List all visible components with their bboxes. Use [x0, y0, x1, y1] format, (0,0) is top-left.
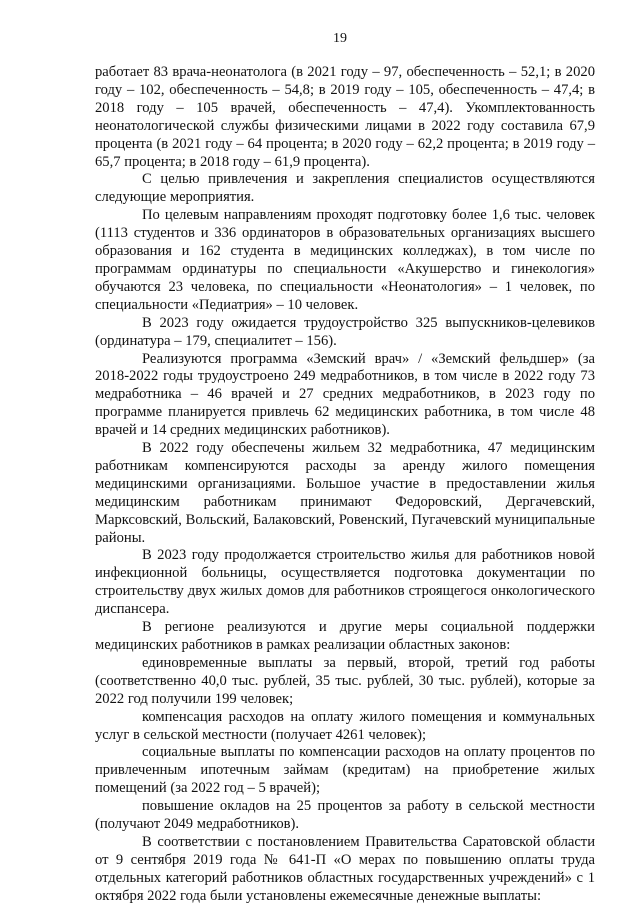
paragraph-social-support-intro: В регионе реализуются и другие меры социальной поддержки медицинских работников в рамках реализации областных законов:: [95, 619, 595, 653]
paragraph-housing-construction: В 2023 году продолжается строительство жилья для работников новой инфекционной больницы, осуществляется подготовка документации по строительству двух жилых домов для работников строящегося онкологического диспансера.: [95, 547, 595, 618]
paragraph-graduate-employment: В 2023 году ожидается трудоустройство 325 выпускников-целевиков (ординатура – 179, специалитет – 156).: [95, 314, 595, 349]
page-number: 19: [333, 31, 347, 46]
paragraph-measures-intro: С целью привлечения и закрепления специалистов осуществляются следующие мероприятия.: [95, 171, 595, 206]
paragraph-targeted-training: По целевым направлениям проходят подготовку более 1,6 тыс. человек (1113 студентов и 336 ординаторов в образовательных организациях высшего образования и 162 студента в медицинских колледжах), в том числе по программам ординатуры по специальности «Акушерство и гинекология» обучаются 23 человека, по специальности «Неонатология» – 1 человек, по специальности «Педиатрия» – 10 человек.: [95, 207, 595, 313]
list-item-mortgage-compensation: социальные выплаты по компенсации расходов на оплату процентов по привлеченным ипотечным займам (кредитам) на приобретение жилых помещений (за 2022 год – 5 врачей);: [95, 744, 595, 797]
list-item-salary-increase: повышение окладов на 25 процентов за работу в сельской местности (получают 2049 медработников).: [95, 798, 595, 833]
document-body: [95, 64, 595, 906]
paragraph-zemsky-program: Реализуются программа «Земский врач» / «Земский фельдшер» (за 2018-2022 годы трудоустроено 249 медработников, в том числе в 2022 году 73 медработника – 46 врачей и 27 средних медработников, в 2023 году по программе планируется привлечь 62 медицинских работника, в том числе 48 врачей и 14 средних медицинских работников).: [95, 350, 595, 439]
paragraph-government-resolution: В соответствии с постановлением Правительства Саратовской области от 9 сентября 2019 года № 641-П «О мерах по повышению оплаты труда отдельных категорий работников областных государственных учреждений» с 1 октября 2022 года были установлены ежемесячные денежные выплаты:: [95, 833, 595, 904]
list-item-one-time-payments: единовременные выплаты за первый, второй, третий год работы (соответственно 40,0 тыс. рублей, 35 тыс. рублей, 30 тыс. рублей), которые за 2022 год получили 199 человек;: [95, 654, 595, 707]
list-item-housing-compensation: компенсация расходов на оплату жилого помещения и коммунальных услуг в сельской местности (получает 4261 человек);: [95, 708, 595, 743]
paragraph-housing: В 2022 году обеспечены жильем 32 медработника, 47 медицинским работникам компенсируются расходы за аренду жилого помещения медицинскими организациями. Большое участие в предоставлении жилья медицинским работникам принимают Федоровский, Дергачевский, Марксовский, Вольский, Балаковский, Ровенский, Пугачевский муниципальные районы.: [95, 440, 595, 546]
paragraph-neonatologists-continued: работает 83 врача-неонатолога (в 2021 году – 97, обеспеченность – 52,1; в 2020 году – 102, обеспеченность – 54,8; в 2019 году – 105, обеспеченность – 47,4; в 2018 году – 105 врачей, обеспеченность – 47,4). Укомплектованность неонатологической службы физическими лицами в 2022 году составила 67,9 процента (в 2021 году – 64 процента; в 2020 году – 62,2 процента; в 2019 году – 65,7 процента; в 2018 году – 61,9 процента).: [95, 64, 595, 170]
